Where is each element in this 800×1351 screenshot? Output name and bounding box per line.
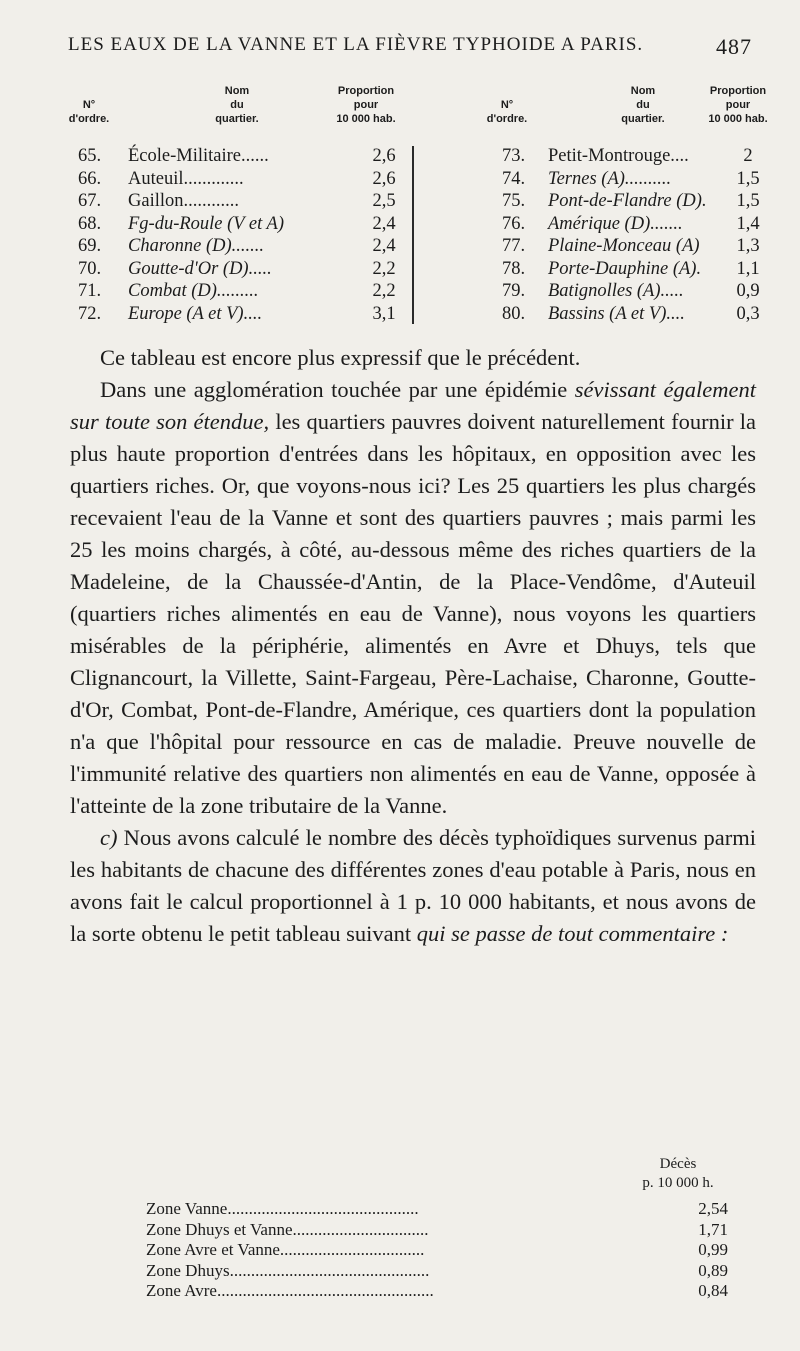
paragraph-3-start: Nous avons calculé le nombre des décès typhoïdiques survenus parmi les habitants de chacune des différentes zones d'eau potable à Paris, nous en avons fait le calcul proportionnel à 1 p. 10 000 habitants, et nous avons de la sorte obtenu le petit tableau suivant — [70, 825, 756, 946]
quarter-name: Pont-de-Flandre (D). — [548, 191, 707, 211]
quarter-name: Petit-Montrouge.... — [548, 146, 689, 166]
row-number: 69. — [78, 236, 102, 256]
row-number: 70. — [78, 258, 102, 279]
row-number: 79. — [502, 281, 526, 301]
proportion-value: 1,4 — [736, 213, 760, 234]
running-head — [68, 34, 760, 59]
row-number: 74. — [502, 168, 526, 189]
row-number: 73. — [502, 146, 526, 166]
header-name-right-line3: quartier. — [621, 113, 665, 125]
header-num-right-line1: N° — [500, 99, 514, 111]
zone-table-header — [608, 1155, 748, 1193]
zone-value: 0,99 — [698, 1240, 728, 1259]
header-num-right-line2: d'ordre. — [486, 113, 528, 125]
paragraph-3-label: c) — [100, 825, 118, 850]
zone-row — [140, 1199, 750, 1219]
row-number: 77. — [502, 236, 526, 256]
header-prop-right-line3: 10 000 hab. — [708, 113, 768, 125]
zone-value: 1,71 — [698, 1219, 728, 1239]
paragraph-2 — [70, 374, 756, 822]
zone-name: Zone Vanne............................................. — [146, 1199, 419, 1218]
table-row — [418, 169, 778, 191]
zone-name: Zone Dhuys et Vanne................................ — [146, 1219, 429, 1239]
header-proportion — [320, 84, 412, 126]
zone-value: 2,54 — [698, 1199, 728, 1218]
proportion-value: 2,2 — [372, 281, 396, 301]
paragraph-2-rest: les quartiers pauvres doivent naturellement fournir la plus haute proportion d'entrées dans les hôpitaux, en opposition avec les quartiers riches. Or, que voyons-nous ici? Les 25 quartiers les plus chargés recevaient l'eau de la Vanne et sont des quartiers pauvres ; mais parmi les 25 les moins chargés, à côté, au-dessous même des riches quartiers de la Madeleine, de la Chaussée-d'Antin, de la Place-Vendôme, d'Auteuil (quartiers riches alimentés en eau de Vanne), nous voyons les quartiers misérables de la périphérie, alimentés en Avre et Dhuys, tels que Clignancourt, la Villette, Saint-Fargeau, Père-Lachaise, Charonne, Goutte-d'Or, Combat, Pont-de-Flandre, Amérique, ces quartiers dont la population n'a que l'hôpital pour ressource en cas de maladie. Preuve nouvelle de l'immunité relative des quartiers non alimentés en eau de Vanne, opposée à l'atteinte de la zone tributaire de la Vanne. — [70, 409, 756, 818]
running-title: LES EAUX DE LA VANNE ET LA FIÈVRE TYPHOIDE A PARIS. — [68, 34, 644, 55]
quarter-table-right-column — [418, 80, 778, 330]
proportion-value: 3,1 — [372, 303, 396, 324]
table-row — [418, 259, 778, 281]
header-num-right — [472, 98, 542, 126]
row-number: 71. — [78, 281, 102, 301]
header-prop-line1: Proportion — [337, 85, 395, 97]
header-name-right-line2: du — [636, 99, 650, 111]
zone-name: Zone Dhuys............................................... — [146, 1260, 430, 1280]
zone-header-line2: p. 10 000 h. — [642, 1175, 714, 1191]
proportion-value: 1,1 — [736, 258, 760, 279]
proportion-value: 2,4 — [372, 236, 396, 256]
header-num — [64, 98, 114, 126]
row-number: 76. — [502, 213, 526, 234]
proportion-value: 2,5 — [372, 191, 396, 211]
quarter-name: École-Militaire...... — [128, 146, 269, 166]
row-number: 66. — [78, 168, 102, 189]
proportion-value: 2,4 — [372, 213, 396, 234]
paragraph-3-emphasis: qui se passe de tout commentaire : — [416, 921, 729, 946]
header-prop-line3: 10 000 hab. — [336, 113, 396, 125]
zone-value: 0,89 — [698, 1260, 728, 1280]
proportion-value: 1,3 — [736, 236, 760, 256]
page-number: 487 — [716, 34, 752, 59]
quarter-table-left-column — [62, 80, 414, 330]
proportion-value: 0,9 — [736, 281, 760, 301]
quarter-name: Ternes (A).......... — [548, 168, 672, 189]
header-prop-right-line2: pour — [725, 99, 751, 111]
proportion-value: 2,6 — [372, 168, 396, 189]
zone-row — [140, 1240, 750, 1260]
zone-header-line1: Décès — [659, 1156, 697, 1172]
zone-value: 0,84 — [698, 1281, 728, 1300]
quarter-name: Charonne (D)....... — [128, 236, 264, 256]
proportion-value: 1,5 — [736, 168, 760, 189]
zone-name: Zone Avre................................................... — [146, 1281, 434, 1300]
header-name-line3: quartier. — [215, 113, 259, 125]
column-divider — [412, 146, 414, 324]
row-number: 68. — [78, 213, 102, 234]
quarter-name: Porte-Dauphine (A). — [548, 258, 702, 279]
table-row — [62, 191, 414, 213]
zone-row — [140, 1281, 750, 1301]
quarter-name: Auteuil............. — [128, 168, 244, 189]
table-row — [418, 304, 778, 326]
quarter-name: Batignolles (A)..... — [548, 281, 684, 301]
proportion-value: 2,2 — [372, 258, 396, 279]
header-prop-line2: pour — [353, 99, 379, 111]
body-text — [70, 342, 756, 950]
table-row — [418, 214, 778, 236]
proportion-value: 1,5 — [736, 191, 760, 211]
header-name — [182, 84, 292, 126]
paragraph-2-start: Dans une agglomération touchée par une épidémie — [100, 377, 575, 402]
row-number: 78. — [502, 258, 526, 279]
quarter-table — [62, 80, 776, 330]
header-name-line2: du — [230, 99, 244, 111]
header-prop-right-line1: Proportion — [709, 85, 767, 97]
header-name-right-line1: Nom — [630, 85, 656, 97]
table-row — [418, 281, 778, 303]
table-row — [418, 236, 778, 258]
row-number: 80. — [502, 303, 526, 324]
quarter-name: Amérique (D)....... — [548, 213, 683, 234]
header-proportion-right — [698, 84, 778, 126]
zone-row — [140, 1261, 750, 1281]
table-row — [418, 191, 778, 213]
table-row — [62, 169, 414, 191]
proportion-value: 2,6 — [372, 146, 396, 166]
header-name-right — [588, 84, 698, 126]
table-row — [62, 214, 414, 236]
table-row — [418, 146, 778, 168]
table-row — [62, 304, 414, 326]
row-number: 75. — [502, 191, 526, 211]
header-num-line1: N° — [82, 99, 96, 111]
table-row — [62, 259, 414, 281]
paragraph-1: Ce tableau est encore plus expressif que le précédent. — [100, 345, 581, 370]
header-num-line2: d'ordre. — [68, 113, 110, 125]
quarter-name: Combat (D)......... — [128, 281, 259, 301]
table-row — [62, 281, 414, 303]
proportion-value: 2 — [743, 146, 753, 166]
paragraph-3 — [70, 822, 756, 950]
table-row — [62, 146, 414, 168]
quarter-name: Plaine-Monceau (A) — [548, 236, 700, 256]
row-number: 67. — [78, 191, 102, 211]
zone-row — [140, 1220, 750, 1240]
quarter-name: Bassins (A et V).... — [548, 303, 685, 324]
table-row — [62, 236, 414, 258]
quarter-name: Goutte-d'Or (D)..... — [128, 258, 272, 279]
proportion-value: 0,3 — [736, 303, 760, 324]
zone-name: Zone Avre et Vanne.................................. — [146, 1240, 425, 1259]
quarter-name: Europe (A et V).... — [128, 303, 263, 324]
row-number: 72. — [78, 303, 102, 324]
quarter-name: Fg-du-Roule (V et A) — [128, 213, 285, 234]
header-name-line1: Nom — [224, 85, 250, 97]
row-number: 65. — [78, 146, 102, 166]
quarter-name: Gaillon............ — [128, 191, 239, 211]
paragraph-2-emphasis: sévissant également sur toute son étendue, — [70, 377, 756, 434]
